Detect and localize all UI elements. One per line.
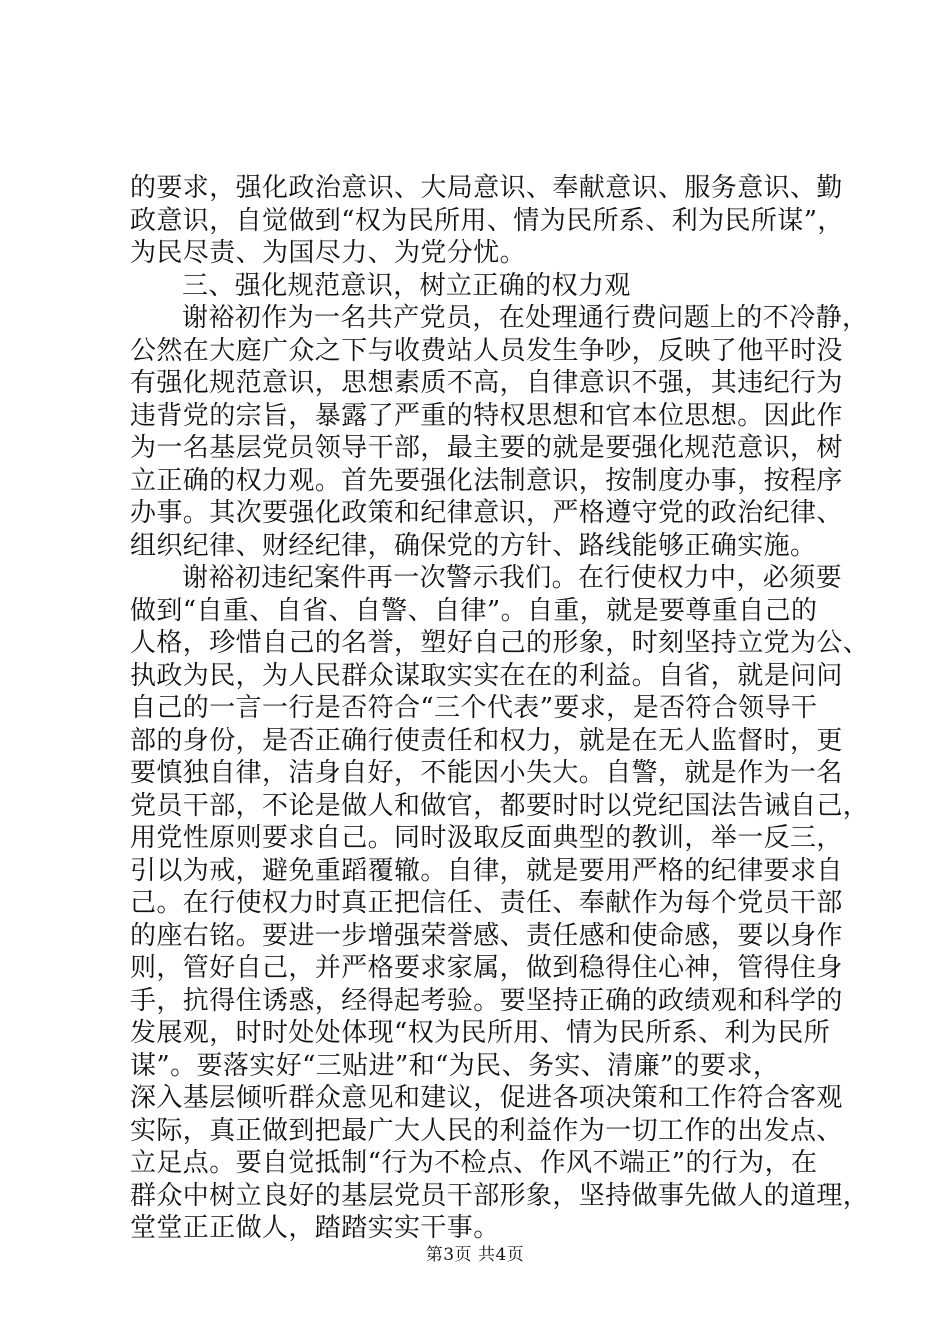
text-line: 违背党的宗旨，暴露了严重的特权思想和官本位思想。因此作 (130, 400, 843, 431)
text-line: 立足点。要自觉抵制“行为不检点、作风不端正”的行为，在 (130, 1148, 818, 1178)
text-line: 的要求，强化政治意识、大局意识、奉献意识、服务意识、勤 (130, 173, 843, 203)
text-line: 己。在行使权力时真正把信任、责任、奉献作为每个党员干部 (130, 888, 843, 918)
text-line: 要慎独自律，洁身自好，不能因小失大。自警，就是作为一名 (130, 758, 843, 788)
text-line: 发展观，时时处处体现“权为民所用、情为民所系、利为民所 (130, 1018, 831, 1048)
text-line: 堂堂正正做人，踏踏实实干事。 (130, 1213, 500, 1243)
text-line: 党员干部，不论是做人和做官，都要时时以党纪国法告诫自己， (130, 790, 870, 821)
text-line: 部的身份，是否正确行使责任和权力，就是在无人监督时，更 (130, 725, 843, 756)
text-line: 执政为民，为人民群众谋取实实在在的利益。自省，就是问问 (130, 660, 843, 691)
text-line: 人格，珍惜自己的名誉，塑好自己的形象，时刻坚持立党为公、 (130, 628, 870, 658)
text-line: 的座右铭。要进一步增强荣誉感、责任感和使命感，要以身作 (130, 920, 843, 951)
paragraph-start-line: 谢裕初违纪案件再一次警示我们。在行使权力中，必须要 (182, 563, 843, 593)
text-line: 公然在大庭广众之下与收费站人员发生争吵，反映了他平时没 (130, 335, 843, 366)
page-number-footer: 第3页 共4页 (425, 1245, 525, 1265)
text-line: 办事。其次要强化政策和纪律意识，严格遵守党的政治纪律、 (130, 498, 843, 528)
document-body (130, 172, 870, 1245)
text-line: 谋”。要落实好“三贴进”和“为民、务实、清廉”的要求， (130, 1050, 780, 1081)
text-line: 有强化规范意识，思想素质不高，自律意识不强，其违纪行为 (130, 368, 843, 398)
text-line: 自己的一言一行是否符合“三个代表”要求，是否符合领导干 (130, 693, 818, 723)
text-line: 用党性原则要求自己。同时汲取反面典型的教训，举一反三， (130, 823, 843, 853)
text-line: 为民尽责、为国尽力、为党分忧。 (130, 238, 527, 268)
text-line: 引以为戒，避免重蹈覆辙。自律，就是要用严格的纪律要求自 (130, 855, 843, 886)
section-heading: 三、强化规范意识，树立正确的权力观 (182, 270, 631, 301)
text-line: 做到“自重、自省、自警、自律”。自重，就是要尊重自己的 (130, 595, 818, 626)
paragraph-start-line: 谢裕初作为一名共产党员，在处理通行费问题上的不冷静， (182, 303, 869, 333)
text-line: 为一名基层党员领导干部，最主要的就是要强化规范意识，树 (130, 433, 843, 463)
text-line: 立正确的权力观。首先要强化法制意识，按制度办事，按程序 (130, 465, 843, 496)
text-line: 组织纪律、财经纪律，确保党的方针、路线能够正确实施。 (130, 530, 817, 561)
text-line: 群众中树立良好的基层党员干部形象，坚持做事先做人的道理， (130, 1180, 870, 1211)
text-line: 实际，真正做到把最广大人民的利益作为一切工作的出发点、 (130, 1115, 843, 1146)
text-line: 深入基层倾听群众意见和建议，促进各项决策和工作符合客观 (130, 1083, 843, 1113)
text-line: 政意识，自觉做到“权为民所用、情为民所系、利为民所谋”， (130, 205, 844, 236)
text-line: 则，管好自己，并严格要求家属，做到稳得住心神，管得住身 (130, 953, 843, 983)
text-line: 手，抗得住诱惑，经得起考验。要坚持正确的政绩观和科学的 (130, 985, 843, 1016)
